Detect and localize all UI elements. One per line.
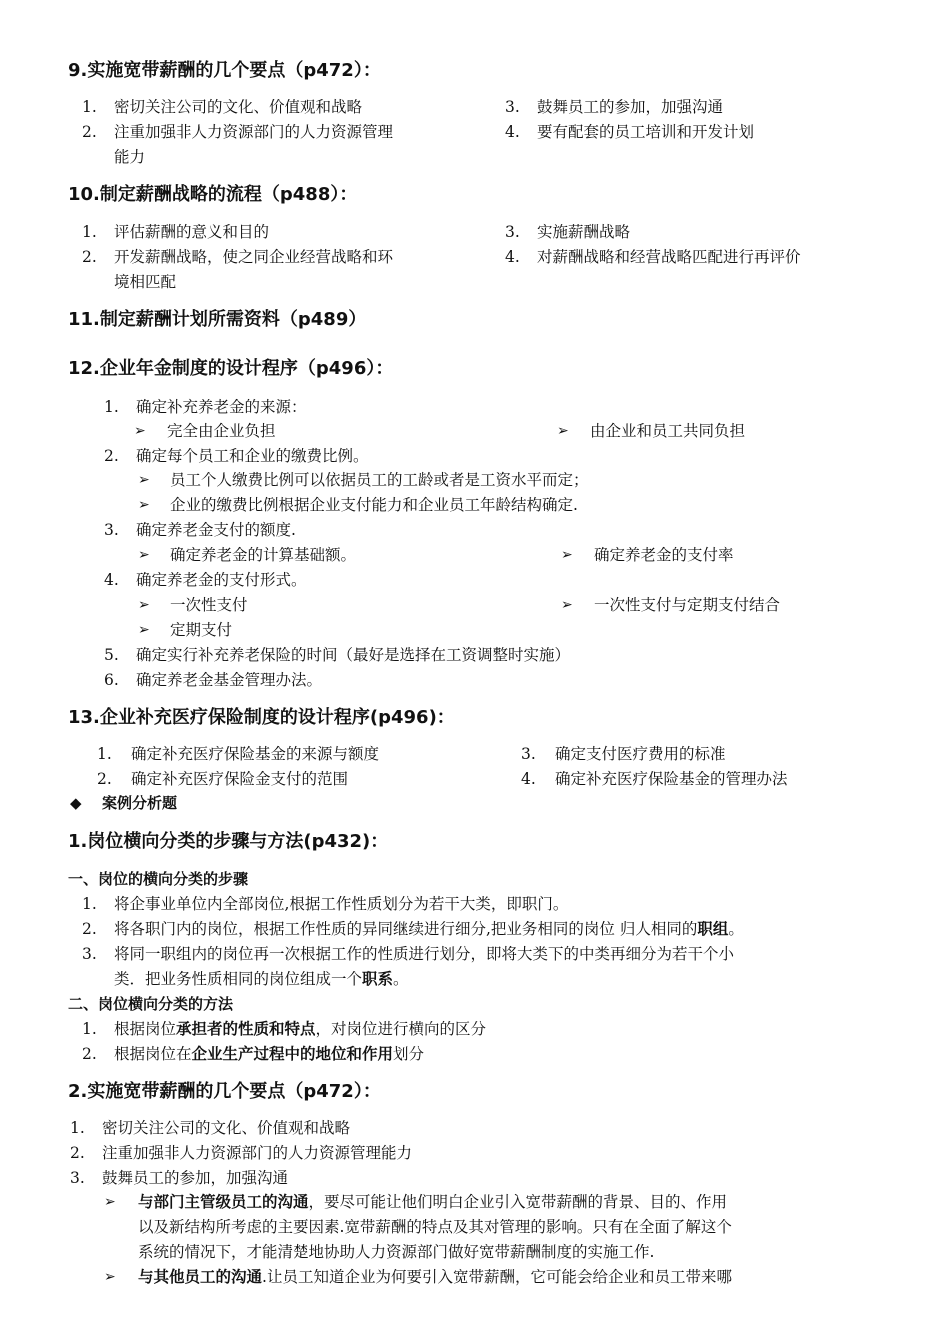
sub-item: 与部门主管级员工的沟通，要尽可能让他们明白企业引入宽带薪酬的背景、目的、作用 bbox=[138, 1192, 728, 1211]
list-number: 4. bbox=[505, 123, 520, 141]
arrow-bullet-icon: ➢ bbox=[138, 547, 150, 563]
diamond-bullet-icon: ◆ bbox=[70, 794, 82, 812]
list-item: 确定补充医疗保险金支付的范围 bbox=[131, 770, 349, 788]
list-item: 确定养老金基金管理办法。 bbox=[136, 671, 323, 689]
list-item: 确定补充医疗保险基金的来源与额度 bbox=[131, 745, 380, 763]
list-number: 4. bbox=[521, 770, 536, 788]
list-item: 确定实行补充养老保险的时间（最好是选择在工资调整时实施） bbox=[136, 646, 571, 664]
sub-item: 定期支付 bbox=[170, 621, 233, 639]
list-item: 对薪酬战略和经营战略匹配进行再评价 bbox=[537, 248, 801, 266]
list-item: 根据岗位在企业生产过程中的地位和作用划分 bbox=[114, 1044, 425, 1063]
sub-item: 确定养老金的计算基础额。 bbox=[170, 546, 357, 564]
list-number: 1. bbox=[82, 223, 97, 241]
list-number: 1. bbox=[82, 895, 97, 913]
sub-heading: 一、岗位的横向分类的步骤 bbox=[68, 870, 249, 888]
list-number: 4. bbox=[505, 248, 520, 266]
arrow-bullet-icon: ➢ bbox=[138, 497, 150, 513]
arrow-bullet-icon: ➢ bbox=[134, 423, 146, 439]
arrow-bullet-icon: ➢ bbox=[138, 472, 150, 488]
list-number: 6. bbox=[104, 671, 119, 689]
arrow-bullet-icon: ➢ bbox=[561, 547, 573, 563]
section-title: 2.实施宽带薪酬的几个要点（p472）： bbox=[68, 1081, 381, 1102]
arrow-bullet-icon: ➢ bbox=[104, 1269, 116, 1285]
sub-item: 与其他员工的沟通.让员工知道企业为何要引入宽带薪酬，它可能会给企业和员工带来哪 bbox=[138, 1267, 732, 1286]
sub-item: 完全由企业负担 bbox=[167, 422, 276, 440]
list-item: 确定补充养老金的来源： bbox=[136, 398, 307, 416]
arrow-bullet-icon: ➢ bbox=[561, 597, 573, 613]
list-number: 4. bbox=[104, 571, 119, 589]
list-item-continued: 境相匹配 bbox=[114, 273, 177, 291]
list-item-continued: 能力 bbox=[114, 148, 146, 166]
list-item: 确定支付医疗费用的标准 bbox=[555, 745, 726, 763]
list-number: 3. bbox=[521, 745, 536, 763]
list-number: 3. bbox=[104, 521, 119, 539]
list-item: 实施薪酬战略 bbox=[537, 223, 631, 241]
list-item-continued: 类．把业务性质相同的岗位组成一个职系。 bbox=[114, 969, 409, 988]
list-item: 将同一职组内的岗位再一次根据工作的性质进行划分，即将大类下的中类再细分为若干个小 bbox=[114, 945, 735, 963]
list-number: 1. bbox=[82, 98, 97, 116]
list-number: 3. bbox=[82, 945, 97, 963]
section-title: 1.岗位横向分类的步骤与方法(p432)： bbox=[68, 831, 389, 852]
arrow-bullet-icon: ➢ bbox=[138, 597, 150, 613]
list-number: 2. bbox=[82, 123, 97, 141]
sub-heading: 二、岗位横向分类的方法 bbox=[68, 995, 234, 1013]
arrow-bullet-icon: ➢ bbox=[138, 622, 150, 638]
list-item: 注重加强非人力资源部门的人力资源管理能力 bbox=[102, 1144, 413, 1162]
category-heading: 案例分析题 bbox=[102, 794, 178, 812]
list-item: 确定每个员工和企业的缴费比例。 bbox=[136, 447, 369, 465]
sub-item: 一次性支付 bbox=[170, 596, 248, 614]
list-item: 要有配套的员工培训和开发计划 bbox=[537, 123, 755, 141]
list-item: 确定补充医疗保险基金的管理办法 bbox=[555, 770, 788, 788]
sub-item: 企业的缴费比例根据企业支付能力和企业员工年龄结构确定. bbox=[170, 496, 578, 514]
list-number: 2. bbox=[82, 920, 97, 938]
list-number: 3. bbox=[70, 1169, 85, 1187]
list-number: 2. bbox=[82, 1045, 97, 1063]
list-number: 2. bbox=[104, 447, 119, 465]
sub-item: 员工个人缴费比例可以依据员工的工龄或者是工资水平而定； bbox=[170, 471, 589, 489]
section-title: 11.制定薪酬计划所需资料（p489） bbox=[68, 309, 367, 330]
list-item: 将企事业单位内全部岗位,根据工作性质划分为若干大类，即职门。 bbox=[114, 895, 569, 913]
section-title: 10.制定薪酬战略的流程（p488）： bbox=[68, 184, 358, 205]
arrow-bullet-icon: ➢ bbox=[557, 423, 569, 439]
list-item: 注重加强非人力资源部门的人力资源管理 bbox=[114, 123, 394, 141]
list-item: 密切关注公司的文化、价值观和战略 bbox=[102, 1119, 351, 1137]
sub-item: 一次性支付与定期支付结合 bbox=[594, 596, 781, 614]
list-item: 鼓舞员工的参加，加强沟通 bbox=[102, 1169, 289, 1187]
list-item: 将各职门内的岗位，根据工作性质的异同继续进行细分,把业务相同的岗位 归人相同的职组。 bbox=[114, 919, 744, 938]
list-number: 3. bbox=[505, 223, 520, 241]
list-item: 评估薪酬的意义和目的 bbox=[114, 223, 270, 241]
list-number: 2. bbox=[82, 248, 97, 266]
section-title: 13.企业补充医疗保险制度的设计程序(p496)： bbox=[68, 707, 455, 728]
list-number: 1. bbox=[70, 1119, 85, 1137]
list-item: 确定养老金支付的额度. bbox=[136, 521, 296, 539]
list-item: 密切关注公司的文化、价值观和战略 bbox=[114, 98, 363, 116]
section-title: 9.实施宽带薪酬的几个要点（p472）： bbox=[68, 60, 381, 81]
list-number: 2. bbox=[97, 770, 112, 788]
list-item: 开发薪酬战略，使之同企业经营战略和环 bbox=[114, 248, 394, 266]
sub-item: 确定养老金的支付率 bbox=[594, 546, 734, 564]
list-item: 根据岗位承担者的性质和特点，对岗位进行横向的区分 bbox=[114, 1019, 487, 1038]
arrow-bullet-icon: ➢ bbox=[104, 1194, 116, 1210]
list-number: 3. bbox=[505, 98, 520, 116]
sub-item-continued: 系统的情况下，才能清楚地协助人力资源部门做好宽带薪酬制度的实施工作. bbox=[138, 1243, 655, 1261]
list-item: 确定养老金的支付形式。 bbox=[136, 571, 307, 589]
list-item: 鼓舞员工的参加，加强沟通 bbox=[537, 98, 724, 116]
list-number: 1. bbox=[82, 1020, 97, 1038]
sub-item-continued: 以及新结构所考虑的主要因素.宽带薪酬的特点及其对管理的影响。只有在全面了解这个 bbox=[138, 1218, 732, 1236]
list-number: 1. bbox=[104, 398, 119, 416]
list-number: 1. bbox=[97, 745, 112, 763]
section-title: 12.企业年金制度的设计程序（p496）： bbox=[68, 358, 394, 379]
list-number: 2. bbox=[70, 1144, 85, 1162]
sub-item: 由企业和员工共同负担 bbox=[590, 422, 746, 440]
list-number: 5. bbox=[104, 646, 119, 664]
